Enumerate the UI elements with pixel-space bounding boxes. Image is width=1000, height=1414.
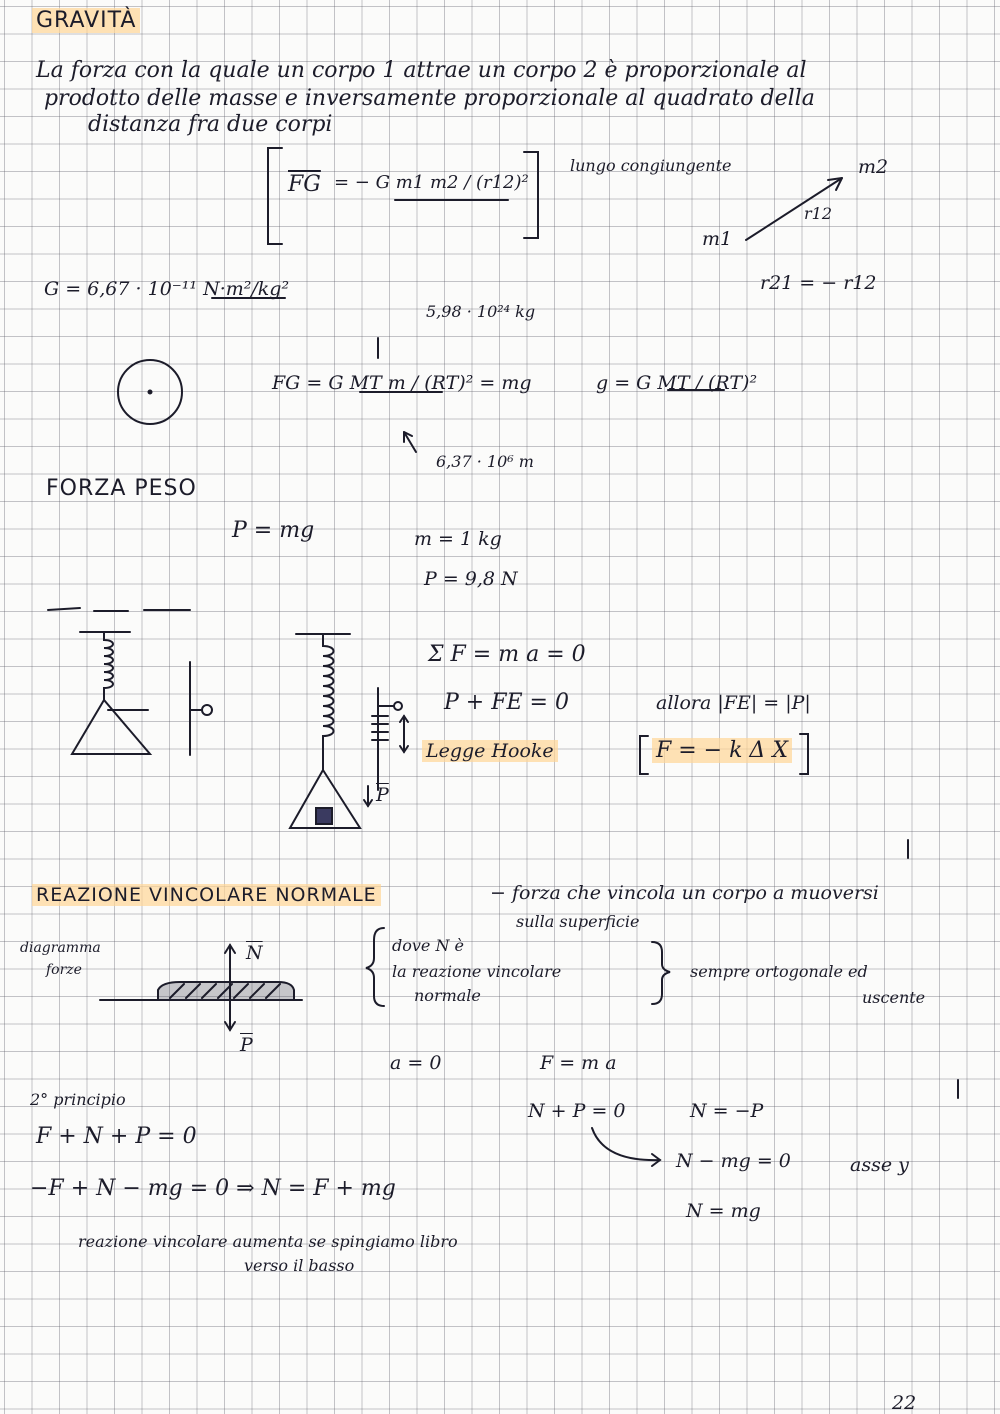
sum-forces-equation: Σ F = m a = 0 [428, 642, 586, 667]
hooke-right-bracket [800, 734, 808, 774]
g-formula: g = G MT / (RT)² [596, 372, 758, 394]
earth-center-dot [149, 391, 152, 394]
gravita-intro-line-2: prodotto delle masse e inversamente proporzionale al quadrato della [44, 86, 815, 111]
gravity-formula-lhs: $\overline{FG}$ [288, 172, 321, 197]
spring2-weight [316, 808, 332, 824]
forza-peso-title: FORZA PESO [46, 476, 197, 501]
spring1-coil [104, 632, 113, 700]
equal-magnitudes: allora |FE| = |P| [656, 692, 811, 714]
ruler2-ticks [372, 716, 388, 740]
curved-arrow [592, 1128, 660, 1160]
left-curly-brace [366, 928, 384, 1006]
spring2-coil [323, 634, 334, 770]
brace-line-3: normale [414, 986, 481, 1005]
weight-value: P = 9,8 N [424, 568, 518, 590]
ruler1-knob [202, 705, 212, 715]
N-plus-P: N + P = 0 [528, 1100, 626, 1122]
gravita-intro-line-1: La forza con la quale un corpo 1 attrae un corpo 2 è proporzionale al [36, 58, 807, 83]
spring1-pan [72, 700, 150, 754]
mass-value: m = 1 kg [414, 528, 502, 550]
equilibrium-equation: P + FE = 0 [444, 690, 569, 715]
ruler2-knob [394, 702, 402, 710]
N-equals-minus-P: N = −P [690, 1100, 764, 1122]
P-vector-label: $\overline{P}$ [240, 1034, 253, 1056]
brace-line-1: dove N è [392, 936, 465, 955]
diagram-label-line-2: forze [46, 962, 82, 978]
formula-left-bracket [268, 148, 282, 244]
earth-mass-value: 5,98 · 10²⁴ kg [426, 302, 536, 321]
reazione-title: REAZIONE VINCOLARE NORMALE [32, 884, 381, 906]
weight-arrow-label: $\overline{P}$ [376, 784, 389, 806]
mass-2-label: m2 [858, 156, 889, 178]
N-minus-mg: N − mg = 0 [676, 1150, 791, 1172]
r12-label: r12 [804, 204, 833, 223]
force-balance-solution: −F + N − mg = 0 ⇒ N = F + mg [30, 1176, 396, 1201]
earth-radius-value: 6,37 · 10⁶ m [436, 452, 534, 471]
gravity-formula-rhs: = − G m1 m2 / (r12)² [334, 172, 529, 193]
always-outgoing: uscente [862, 988, 926, 1007]
zero-acceleration: a = 0 [390, 1052, 442, 1074]
always-orthogonal: sempre ortogonale ed [690, 962, 868, 981]
hooke-law-label: Legge Hooke [422, 740, 558, 762]
right-curly-brace [652, 942, 670, 1004]
r-relation: r21 = − r12 [760, 272, 877, 294]
weight-formula: P = mg [232, 518, 315, 543]
hooke-left-bracket [640, 736, 648, 774]
brace-line-2: la reazione vincolare [392, 962, 562, 981]
diagram-label-line-1: diagramma [20, 940, 101, 956]
direction-note: lungo congiungente [570, 156, 732, 175]
ceiling-dash-1 [48, 608, 80, 610]
second-principle-label: 2° principio [30, 1090, 126, 1109]
earth-gravity-formula: FG = G MT m / (RT)² = mg [272, 372, 532, 394]
reazione-description-2: sulla superficie [516, 912, 640, 931]
hooke-law-formula: F = − k Δ X [652, 738, 792, 763]
G-constant: G = 6,67 · 10⁻¹¹ N·m²/kg² [44, 278, 290, 300]
gravita-intro-line-3: distanza fra due corpi [88, 112, 333, 137]
note-line-1: reazione vincolare aumenta se spingiamo libro [78, 1232, 458, 1251]
y-axis-note: asse y [850, 1154, 909, 1176]
N-equals-mg: N = mg [686, 1200, 761, 1222]
force-balance-equation: F + N + P = 0 [36, 1124, 197, 1149]
newton-second-law: F = m a [540, 1052, 617, 1074]
page-number: 22 [892, 1392, 917, 1414]
N-vector-label: $\overline{N}$ [246, 942, 263, 964]
note-line-2: verso il basso [244, 1256, 355, 1275]
gravita-title: GRAVITÀ [32, 8, 140, 33]
reazione-description-1: − forza che vincola un corpo a muoversi [490, 882, 879, 904]
mass-1-label: m1 [702, 228, 733, 250]
formula-right-bracket [524, 152, 538, 238]
